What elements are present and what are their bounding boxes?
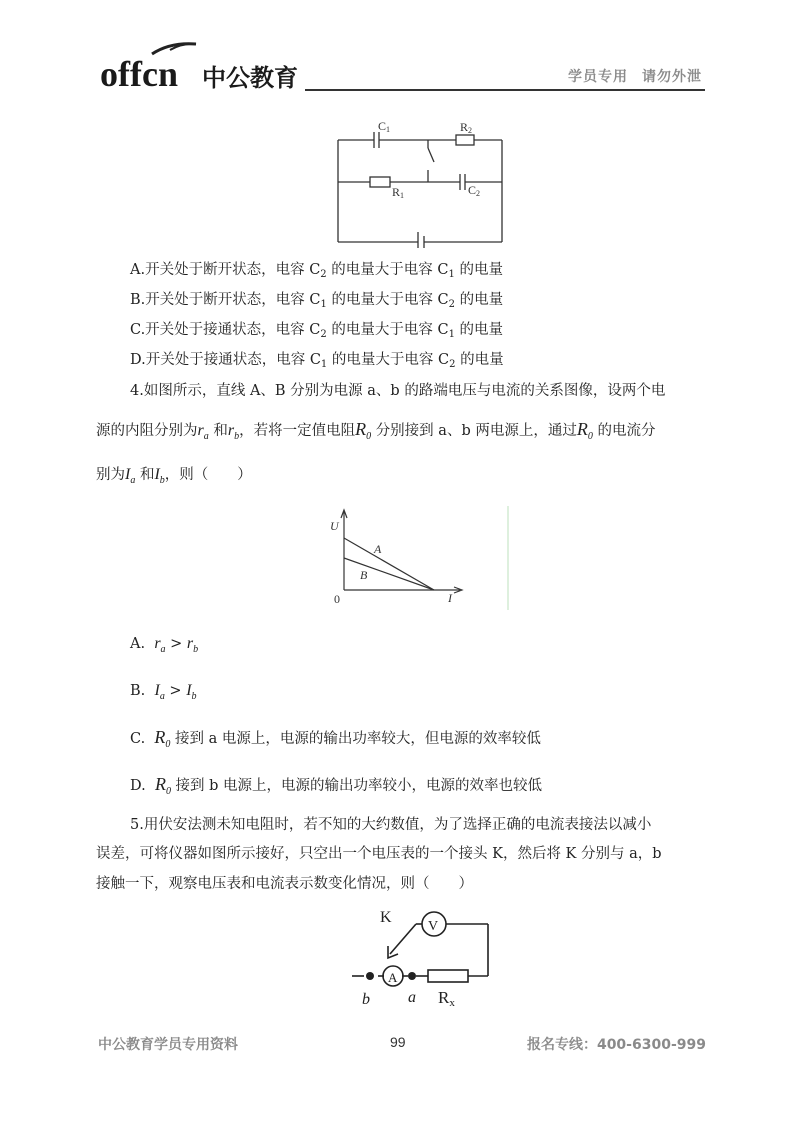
label-b-point: b: [362, 991, 370, 1008]
label-r1: R1: [392, 185, 405, 200]
q3-option-c: C.开关处于接通状态，电容 $C_2$ 的电量大于电容 $C_1$ 的电量: [130, 322, 504, 340]
q5-stem-line3: 接触一下，观察电压表和电流表示数变化情况，则（ ）: [96, 876, 473, 892]
origin-label: 0: [334, 592, 340, 606]
q4-option-c: C. $R_0$ 接到 a 电源上，电源的输出功率较大，但电源的效率较低: [130, 727, 541, 750]
q4-stem-line1: 4.如图所示，直线 A、B 分别为电源 a、b 的路端电压与电流的关系图像，设两个电: [130, 383, 666, 399]
q5-stem-line1: 5.用伏安法测未知电阻时，若不知的大约数值，为了选择正确的电流表接法以减小: [130, 817, 652, 833]
axis-u-label: U: [330, 519, 339, 533]
line-b-label: B: [360, 568, 368, 582]
voltammetry-figure: [346, 902, 496, 1012]
header-tags: [568, 66, 702, 86]
logo-word: offcn: [100, 54, 178, 92]
probe-k-arrow: [388, 946, 398, 958]
q3-option-d: D.开关处于接通状态，电容 $C_1$ 的电量大于电容 $C_2$ 的电量: [130, 352, 504, 370]
q4-stem-line2: 源的内阻分别为$r_a$ 和$r_b$，若将一定值电阻$R_0$ 分别接到 a、b 两电源上，通过$R_0$ 的电流分: [96, 419, 656, 442]
q3-option-b: B.开关处于断开状态，电容 $C_1$ 的电量大于电容 $C_2$ 的电量: [130, 292, 504, 310]
node-a: [408, 972, 416, 980]
offcn-logo: [100, 40, 310, 92]
ui-graph-svg: [326, 504, 516, 614]
var-ia: $I_a$: [125, 466, 136, 486]
q4-option-b: B. $I_a > I_b$: [130, 682, 197, 702]
var-r0: $R_0$: [355, 419, 372, 442]
circuit-1-svg: [330, 118, 510, 248]
resistor-rx: [428, 970, 468, 982]
label-c1: C1: [378, 119, 391, 134]
node-b: [366, 972, 374, 980]
line-a-label: A: [374, 542, 382, 556]
label-c2: C2: [468, 183, 481, 198]
label-v: V: [428, 919, 439, 934]
var-rb: $r_b$: [227, 422, 240, 442]
label-k: K: [380, 909, 392, 926]
q4-option-a: A. $r_a > r_b$: [130, 635, 199, 655]
var-ib: $I_b$: [154, 466, 165, 486]
header-tag-confidential: 请勿外泄: [642, 69, 702, 85]
label-a-point: a: [408, 989, 416, 1006]
q4-option-d: D. $R_0$ 接到 b 电源上，电源的输出功率较小，电源的效率也较低: [130, 774, 543, 797]
footer-hotline: 报名专线：400-6300-999: [526, 1037, 706, 1053]
voltammetry-svg: [346, 902, 496, 1012]
var-r0-2: $R_0$: [576, 419, 593, 442]
line-a: [344, 538, 434, 590]
var-ra: $r_a$: [197, 422, 209, 442]
header-tag-student: 学员专用: [568, 69, 628, 85]
label-rx: Rx: [438, 988, 455, 1009]
q4-stem-line3: 别为$I_a$ 和$I_b$，则（ ）: [96, 466, 252, 486]
axis-i-label: I: [448, 591, 452, 605]
footer-left: 中公教育学员专用资料: [98, 1037, 238, 1053]
logo-cn: 中公教育: [202, 66, 298, 92]
line-b: [344, 558, 434, 590]
probe-k-line: [390, 924, 416, 954]
q3-option-a: A.开关处于断开状态，电容 $C_2$ 的电量大于电容 $C_1$ 的电量: [130, 262, 503, 280]
ui-graph-figure: [326, 504, 516, 614]
label-r2: R2: [460, 120, 473, 135]
header-rule: [305, 89, 705, 91]
circuit-figure-1: [330, 118, 510, 248]
page-number: 99: [390, 1034, 406, 1050]
label-a-meter: A: [388, 970, 398, 985]
q5-stem-line2: 误差，可将仪器如图所示接好，只空出一个电压表的一个接头 K，然后将 K 分别与 a，b: [96, 846, 662, 862]
